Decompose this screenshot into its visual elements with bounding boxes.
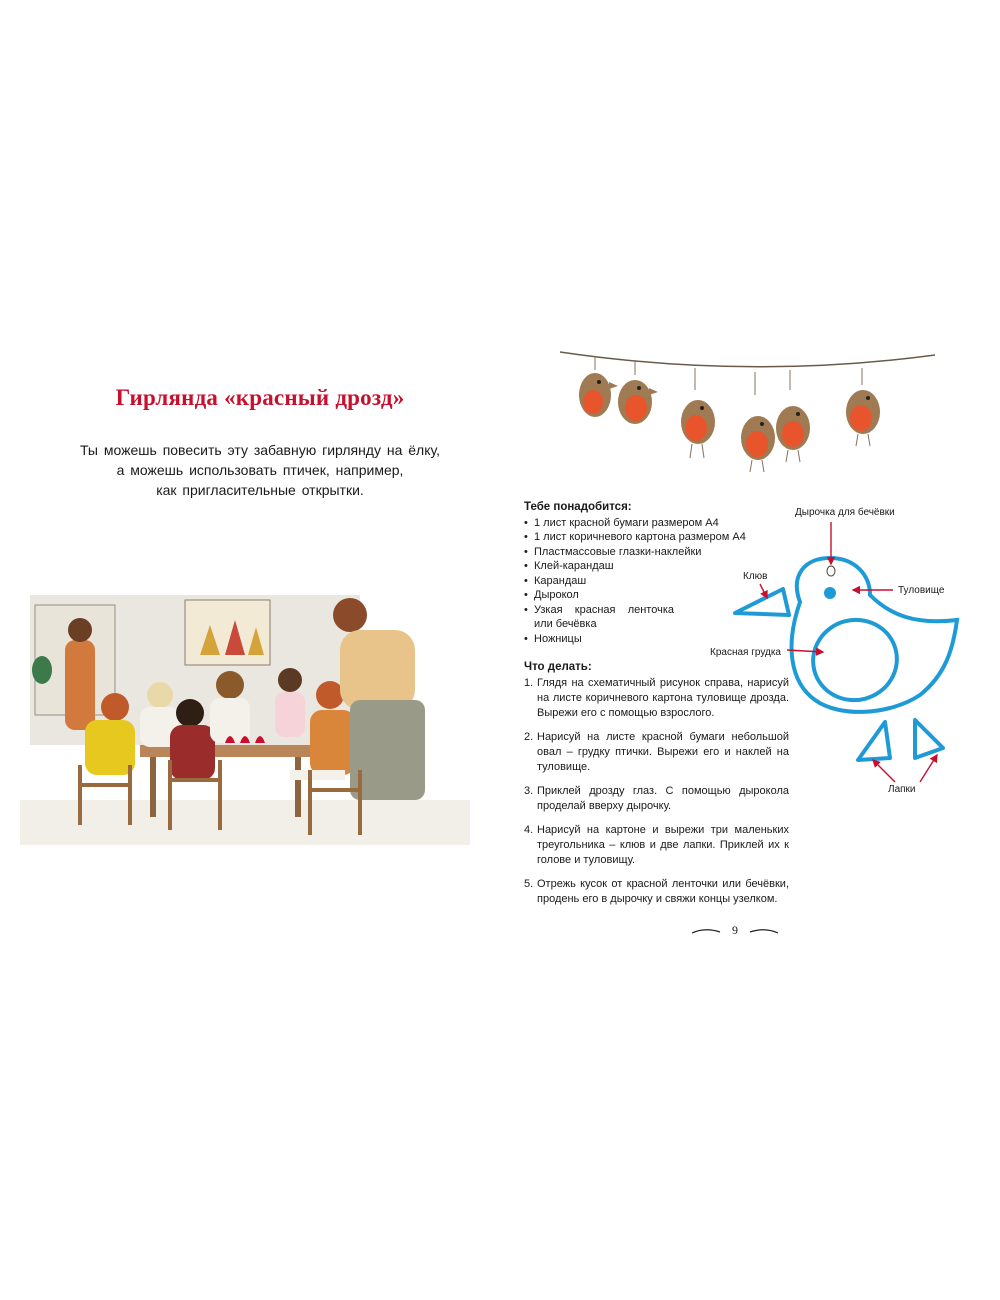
list-item: • 1 лист коричневого картона размером А4 — [524, 530, 774, 545]
list-item: • Узкая красная ленточка или бечёвка — [524, 603, 674, 632]
step-item — [524, 877, 789, 907]
list-item: • 1 лист красной бумаги размером А4 — [524, 516, 774, 531]
label-body: Туловище — [898, 585, 945, 596]
page-number — [690, 921, 780, 941]
list-item: • Клей-карандаш — [524, 559, 774, 574]
robin-ornament — [681, 368, 715, 458]
step-text: Нарисуй на листе красной бумаги небольшой овал – грудку птички. Вырежи его и наклей на туловище. — [537, 731, 789, 773]
label-beak: Клюв — [743, 571, 768, 582]
materials-heading: Тебе понадобится: — [524, 501, 632, 513]
step-number: 5. — [524, 878, 534, 890]
robin-beak — [735, 589, 789, 615]
list-item: • Дырокол — [524, 588, 684, 603]
step-item — [524, 823, 789, 868]
robin-ornament — [846, 368, 880, 446]
intro-paragraph — [40, 440, 480, 500]
robin-ornament — [776, 370, 810, 462]
robin-schematic-diagram — [705, 500, 990, 800]
robin-right-foot — [915, 720, 943, 758]
robin-left-foot — [858, 722, 890, 760]
robin-body-outline — [792, 558, 957, 712]
page-number-text: 9 — [732, 923, 738, 937]
label-breast: Красная грудка — [710, 647, 781, 658]
label-hole: Дырочка для бечёвки — [795, 507, 895, 518]
step-text: Нарисуй на картоне и вырежи три маленьких треугольника – клюв и две лапки. Приклей их к голове и туловищу. — [537, 824, 789, 866]
intro-line: Ты можешь повесить эту забавную гирлянду на ёлку, — [79, 442, 440, 458]
page-title: Гирлянда «красный дрозд» — [115, 385, 405, 410]
robin-ornament — [618, 360, 658, 424]
step-number: 3. — [524, 785, 534, 797]
robin-breast-outline — [804, 610, 906, 709]
robin-hole — [827, 566, 835, 576]
label-feet: Лапки — [888, 784, 916, 795]
robin-ornament — [579, 356, 618, 417]
robin-garland-illustration — [550, 340, 940, 480]
classroom-illustration — [20, 585, 470, 845]
step-number: 2. — [524, 731, 534, 743]
list-item: • Ножницы — [524, 632, 774, 647]
list-item: • Пластмассовые глазки-наклейки — [524, 545, 774, 560]
step-number: 1. — [524, 677, 534, 689]
robin-eye — [824, 587, 836, 599]
instructions-heading: Что делать: — [524, 661, 592, 673]
step-text: Приклей дрозду глаз. С помощью дырокола проделай вверху дырочку. — [537, 785, 789, 812]
robin-ornament — [741, 372, 775, 472]
step-number: 4. — [524, 824, 534, 836]
step-text: Глядя на схематичный рисунок справа, нарисуй на листе коричневого картона туловище дрозда. Вырежи его с помощью взрослого. — [537, 677, 789, 719]
list-item: • Карандаш — [524, 574, 774, 589]
step-text: Отрежь кусок от красной ленточки или бечёвки, продень его в дырочку и свяжи концы узелком. — [537, 878, 789, 905]
intro-line: а можешь использовать птичек, например, — [116, 462, 404, 478]
intro-line: как пригласительные открытки. — [156, 482, 364, 498]
